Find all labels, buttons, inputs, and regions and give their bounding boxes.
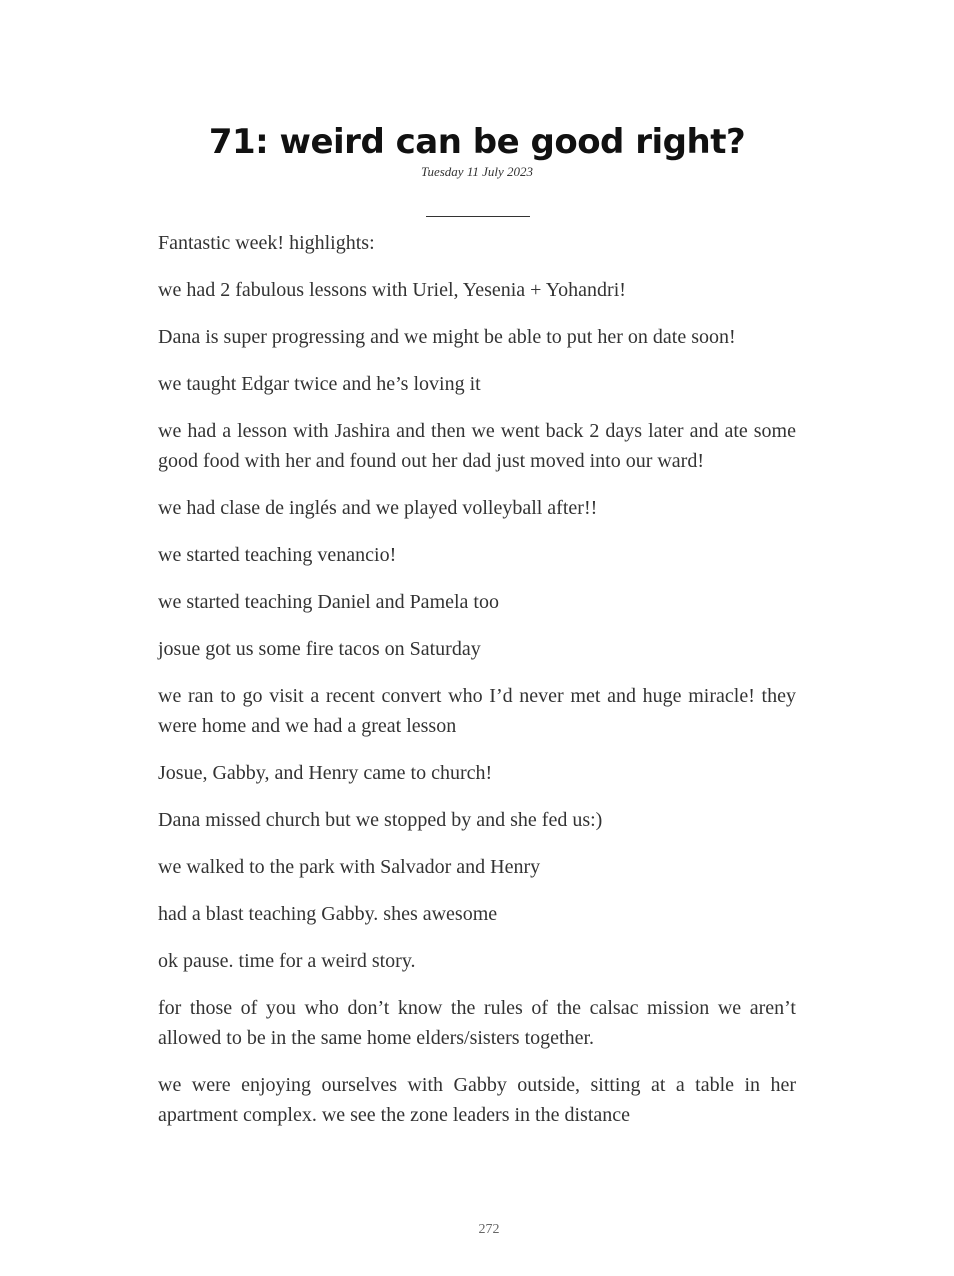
paragraph: Dana is super progressing and we might be able to put her on date soon! <box>158 326 736 348</box>
paragraph: Fantastic week! highlights: <box>158 232 375 254</box>
article-body <box>158 228 796 1147</box>
paragraph: josue got us some fire tacos on Saturday <box>158 638 481 660</box>
paragraph: we were enjoying ourselves with Gabby outside, sitting at a table in her apartment complex. we see the zone leaders in the distance <box>158 1074 796 1126</box>
paragraph: we started teaching venancio! <box>158 544 397 566</box>
paragraph: we had 2 fabulous lessons with Uriel, Yesenia + Yohandri! <box>158 279 626 301</box>
paragraph: had a blast teaching Gabby. shes awesome <box>158 903 498 925</box>
paragraph: Dana missed church but we stopped by and she fed us:) <box>158 809 603 831</box>
paragraph: we walked to the park with Salvador and Henry <box>158 856 541 878</box>
paragraph: ok pause. time for a weird story. <box>158 950 416 972</box>
paragraph: we had clase de inglés and we played volleyball after!! <box>158 497 598 519</box>
post-date: Tuesday 11 July 2023 <box>420 164 534 179</box>
paragraph: we ran to go visit a recent convert who I’d never met and huge miracle! they were home and we had a great lesson <box>158 685 796 737</box>
paragraph: we started teaching Daniel and Pamela too <box>158 591 499 613</box>
page-number: 272 <box>478 1222 500 1237</box>
paragraph: Josue, Gabby, and Henry came to church! <box>158 762 493 784</box>
title-divider <box>426 216 530 217</box>
paragraph: we had a lesson with Jashira and then we went back 2 days later and ate some good food with her and found out her dad just moved into our ward! <box>158 420 796 472</box>
paragraph: for those of you who don’t know the rules of the calsac mission we aren’t allowed to be in the same home elders/sisters together. <box>158 997 796 1049</box>
page-title: 71: weird can be good right? <box>208 122 746 162</box>
paragraph: we taught Edgar twice and he’s loving it <box>158 373 481 395</box>
